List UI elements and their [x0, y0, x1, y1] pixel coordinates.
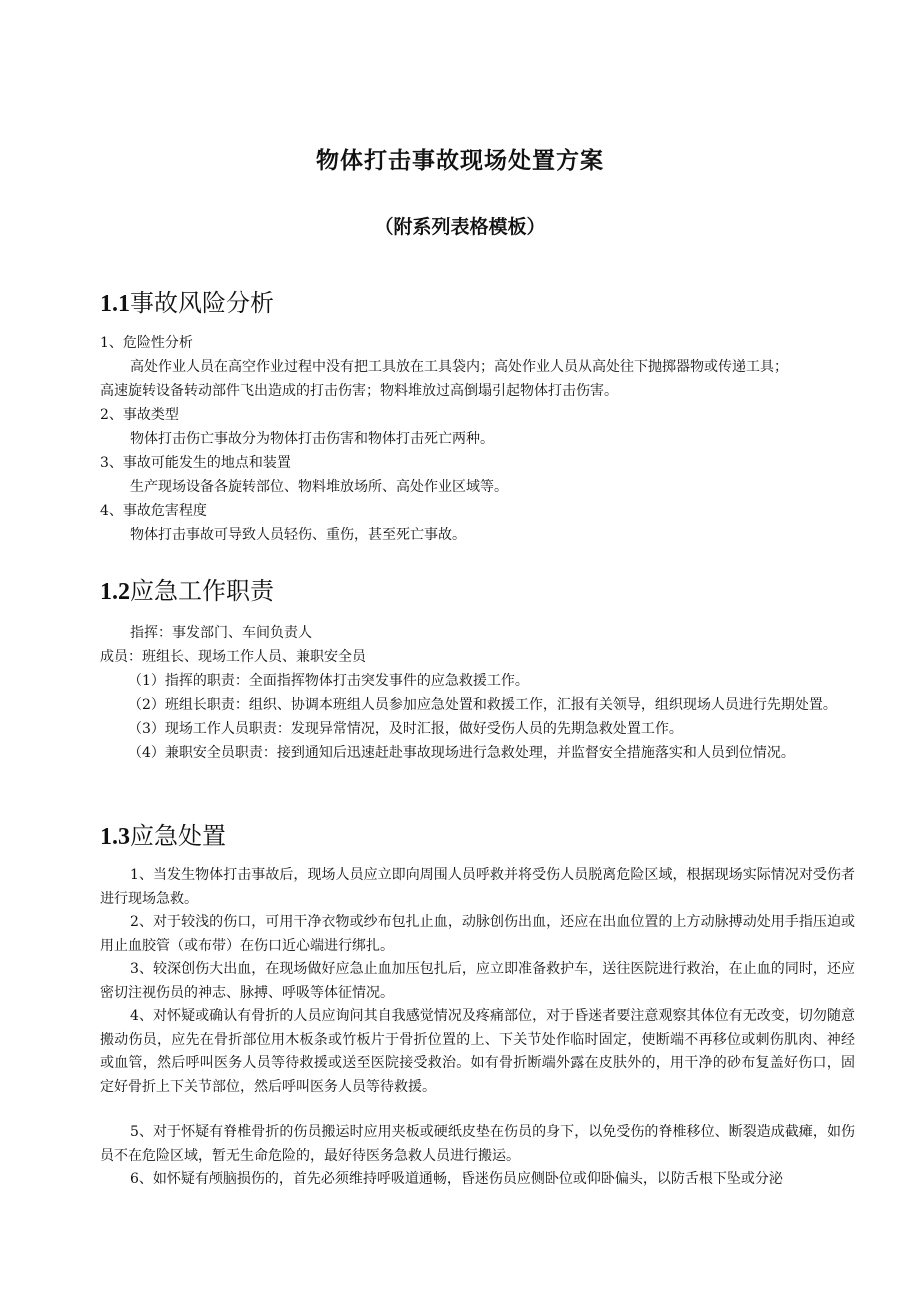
section-heading-emergency-response	[100, 816, 226, 851]
list-item-text: 生产现场设备各旋转部位、物料堆放场所、高处作业区域等。	[130, 479, 508, 495]
duty-item: （3）现场工作人员职责：发现异常情况，及时汇报，做好受伤人员的先期急救处置工作。	[128, 721, 683, 737]
commander-line: 指挥：事发部门、车间负责人	[130, 625, 312, 641]
section-title: 应急处置	[130, 822, 226, 850]
risk-analysis-body	[100, 331, 855, 547]
procedure-paragraph: 5、对于怀疑有脊椎骨折的伤员搬运时应用夹板或硬纸皮垫在伤员的身下，以免受伤的脊椎移位、断裂造成截瘫，如伤员不在危险区域，暂无生命危险的，最好待医务急救人员进行搬运。	[100, 1124, 855, 1164]
list-item-label: 1、危险性分析	[100, 335, 193, 351]
section-title: 应急工作职责	[130, 577, 274, 605]
duty-item: （2）班组长职责：组织、协调本班组人员参加应急处置和救援工作，汇报有关领导，组织现场人员进行先期处置。	[128, 697, 837, 713]
responsibilities-body	[100, 621, 855, 765]
procedure-paragraph: 6、如怀疑有颅脑损伤的，首先必须维持呼吸道通畅，昏迷伤员应侧卧位或仰卧偏头，以防舌根下坠或分泌	[130, 1171, 783, 1187]
section-heading-responsibilities	[100, 571, 274, 606]
document-subtitle: （附系列表格模板）	[374, 216, 546, 238]
list-item-label: 3、事故可能发生的地点和装置	[100, 455, 291, 471]
procedure-paragraph: 3、较深创伤大出血，在现场做好应急止血加压包扎后，应立即准备救护车，送往医院进行救治，在止血的同时，还应密切注视伤员的神志、脉搏、呼吸等体征情况。	[100, 961, 855, 1001]
procedure-paragraph: 2、对于较浅的伤口，可用干净衣物或纱布包扎止血，动脉创伤出血，还应在出血位置的上方动脉搏动处用手指压迫或用止血胶管（或布带）在伤口近心端进行绑扎。	[100, 914, 855, 954]
section-number: 1.1	[100, 291, 130, 317]
procedure-paragraph: 1、当发生物体打击事故后，现场人员应立即向周围人员呼救并将受伤人员脱离危险区域，根据现场实际情况对受伤者进行现场急救。	[100, 867, 855, 907]
section-heading-risk-analysis	[100, 283, 274, 318]
list-item-text: 物体打击事故可导致人员轻伤、重伤，甚至死亡事故。	[130, 527, 466, 543]
document-title: 物体打击事故现场处置方案	[316, 147, 604, 174]
section-title: 事故风险分析	[130, 289, 274, 317]
list-item-text: 物体打击伤亡事故分为物体打击伤害和物体打击死亡两种。	[130, 431, 494, 447]
list-item-text: 高处作业人员在高空作业过程中没有把工具放在工具袋内；高处作业人员从高处往下抛掷器物或传递工具；	[130, 359, 788, 375]
list-item-label: 4、事故危害程度	[100, 503, 207, 519]
list-item-label: 2、事故类型	[100, 407, 179, 423]
list-item-text-continued: 高速旋转设备转动部件飞出造成的打击伤害；物料堆放过高倒塌引起物体打击伤害。	[100, 383, 618, 399]
emergency-response-body	[100, 864, 855, 1192]
procedure-paragraph: 4、对怀疑或确认有骨折的人员应询问其自我感觉情况及疼痛部位，对于昏迷者要注意观察其体位有无改变，切勿随意搬动伤员，应先在骨折部位用木板条或竹板片于骨折位置的上、下关节处作临时固定，使断端不再移位或刺伤肌肉、神经或血管，然后呼叫医务人员等待救援或送至医院接受救治。如有骨折断端外露在皮肤外的，用干净的砂布复盖好伤口，固定好骨折上下关节部位，然后呼叫医务人员等待救援。	[100, 1008, 855, 1095]
duty-item: （4）兼职安全员职责：接到通知后迅速赶赴事故现场进行急救处理，并监督安全措施落实和人员到位情况。	[128, 745, 795, 761]
section-number: 1.3	[100, 824, 130, 850]
duty-item: （1）指挥的职责：全面指挥物体打击突发事件的应急救援工作。	[128, 673, 529, 689]
section-number: 1.2	[100, 579, 130, 605]
members-line: 成员：班组长、现场工作人员、兼职安全员	[100, 649, 366, 665]
